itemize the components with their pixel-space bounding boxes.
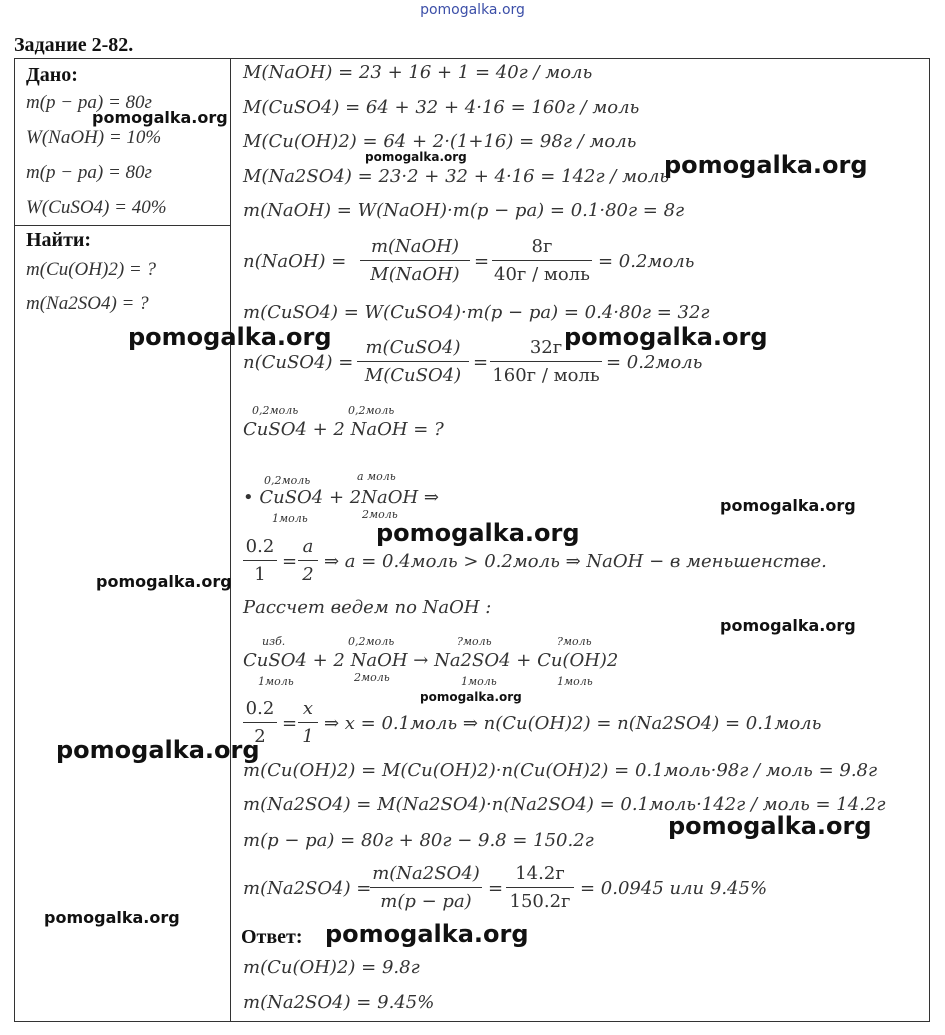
ratio1-conclusion: ⇒ a = 0.4моль > 0.2моль ⇒ NaOH − в меньшенстве. [324,551,827,572]
mass-na2so4-calc: m(Na2SO4) = M(Na2SO4)·n(Na2SO4) = 0.1моль·142г / моль = 14.2г [243,794,886,815]
w-na2so4-num2: 14.2г [506,863,574,888]
reaction1-above-1: 0,2моль [252,404,299,417]
watermark: pomogalka.org [720,496,856,515]
watermark: pomogalka.org [420,690,522,704]
reaction3-below-4: 1моль [557,675,593,688]
molar-mass-naoh: M(NaOH) = 23 + 16 + 1 = 40г / моль [243,62,593,83]
reaction2-above-1: 0,2моль [264,474,311,487]
ratio2-den1: 2 [254,726,266,747]
find-item-2: m(Na2SO4) = ? [26,293,149,314]
n-cuso4-num2: 32г [490,337,602,362]
watermark: pomogalka.org [564,323,768,351]
watermark: pomogalka.org [376,519,580,547]
molar-mass-cuso4: M(CuSO4) = 64 + 32 + 4·16 = 160г / моль [243,97,640,118]
n-cuso4-den1: M(CuSO4) [364,365,462,386]
ratio1-den2: 2 [302,564,314,585]
given-heading: Дано: [26,64,78,86]
reaction2-equation: • CuSO4 + 2NaOH ⇒ [243,487,439,508]
answer-item-1: m(Cu(OH)2) = 9.8г [243,957,420,978]
ratio1-num1: 0.2 [243,536,277,561]
ratio1-den1: 1 [254,564,266,585]
w-na2so4-result: = 0.0945 или 9.45% [580,878,768,899]
reaction3-below-1: 1моль [258,675,294,688]
reaction3-above-4: ?моль [557,635,592,648]
reaction3-above-3: ?моль [457,635,492,648]
ratio2-conclusion: ⇒ x = 0.1моль ⇒ n(Cu(OH)2) = n(Na2SO4) = 0.1моль [324,713,822,734]
watermark: pomogalka.org [664,151,868,179]
ratio2-fraction-2 [298,698,318,747]
molar-mass-na2so4: M(Na2SO4) = 23·2 + 32 + 4·16 = 142г / моль [243,166,670,187]
watermark: pomogalka.org [96,572,232,591]
molar-mass-cuoh2: M(Cu(OH)2) = 64 + 2·(1+16) = 98г / моль [243,131,637,152]
n-naoh-fraction-1 [360,236,470,285]
reaction2-below-2: 2моль [362,508,398,521]
equals-sign: = [473,352,489,373]
reaction3-below-2: 2моль [354,671,390,684]
w-na2so4-fraction-1 [370,863,482,912]
find-item-1: m(Cu(OH)2) = ? [26,259,156,280]
task-title: Задание 2-82. [14,34,134,56]
watermark: pomogalka.org [128,323,332,351]
watermark: pomogalka.org [668,812,872,840]
ratio2-num2: x [298,698,318,723]
equals-sign: = [282,713,298,734]
watermark: pomogalka.org [92,108,228,127]
reaction2-below-1: 1моль [272,512,308,525]
w-na2so4-den2: 150.2г [509,891,571,912]
ratio1-fraction-2 [298,536,318,585]
n-naoh-result: = 0.2моль [598,251,695,272]
w-na2so4-left: m(Na2SO4) = [243,878,372,899]
answer-label: Ответ: [241,926,303,948]
given-item-4: W(CuSO4) = 40% [26,197,167,218]
watermark: pomogalka.org [325,920,529,948]
reaction1-equation: CuSO4 + 2 NaOH = ? [243,419,444,440]
ratio1-fraction-1 [243,536,277,585]
equals-sign: = [282,551,298,572]
mass-cuso4-calc: m(CuSO4) = W(CuSO4)·m(p − pa) = 0.4·80г = 32г [243,302,710,323]
n-naoh-num1: m(NaOH) [360,236,470,261]
ratio2-den2: 1 [302,726,314,747]
watermark: pomogalka.org [44,908,180,927]
w-na2so4-fraction-2 [506,863,574,912]
n-cuso4-num1: m(CuSO4) [357,337,469,362]
n-naoh-fraction-2 [492,236,592,285]
reaction3-below-3: 1моль [461,675,497,688]
equals-sign: = [488,878,504,899]
n-naoh-den2: 40г / моль [494,264,590,285]
w-na2so4-den1: m(p − pa) [380,891,472,912]
reaction2-above-2: a моль [357,470,396,483]
reaction3-above-1: изб. [262,635,286,648]
n-naoh-den1: M(NaOH) [370,264,460,285]
watermark: pomogalka.org [720,616,856,635]
given-item-1: m(p − pa) = 80г [26,92,152,113]
n-cuso4-fraction-1 [357,337,469,386]
equals-sign: = [474,251,490,272]
reaction3-above-2: 0,2моль [348,635,395,648]
watermark: pomogalka.org [365,150,467,164]
mass-naoh-calc: m(NaOH) = W(NaOH)·m(p − pa) = 0.1·80г = 8г [243,200,685,221]
mass-cuoh2-calc: m(Cu(OH)2) = M(Cu(OH)2)·n(Cu(OH)2) = 0.1моль·98г / моль = 9.8г [243,760,878,781]
given-item-3: m(p − pa) = 80г [26,162,152,183]
n-naoh-left: n(NaOH) = [243,251,347,272]
calculation-basis: Рассчет ведем по NaOH : [243,597,492,618]
n-naoh-num2: 8г [492,236,592,261]
solution-mass-calc: m(p − pa) = 80г + 80г − 9.8 = 150.2г [243,830,594,851]
column-divider [230,58,231,1022]
n-cuso4-den2: 160г / моль [492,365,600,386]
find-heading: Найти: [26,229,92,251]
watermark: pomogalka.org [56,736,260,764]
given-item-2: W(NaOH) = 10% [26,127,162,148]
reaction1-above-2: 0,2моль [348,404,395,417]
answer-item-2: m(Na2SO4) = 9.45% [243,992,435,1013]
n-cuso4-result: = 0.2моль [606,352,703,373]
given-find-divider [14,225,231,226]
site-header-link[interactable]: pomogalka.org [420,2,525,18]
ratio2-num1: 0.2 [243,698,277,723]
reaction3-equation: CuSO4 + 2 NaOH → Na2SO4 + Cu(OH)2 [243,650,619,671]
ratio1-num2: a [298,536,318,561]
w-na2so4-num1: m(Na2SO4) [370,863,482,888]
n-cuso4-left: n(CuSO4) = [243,352,354,373]
